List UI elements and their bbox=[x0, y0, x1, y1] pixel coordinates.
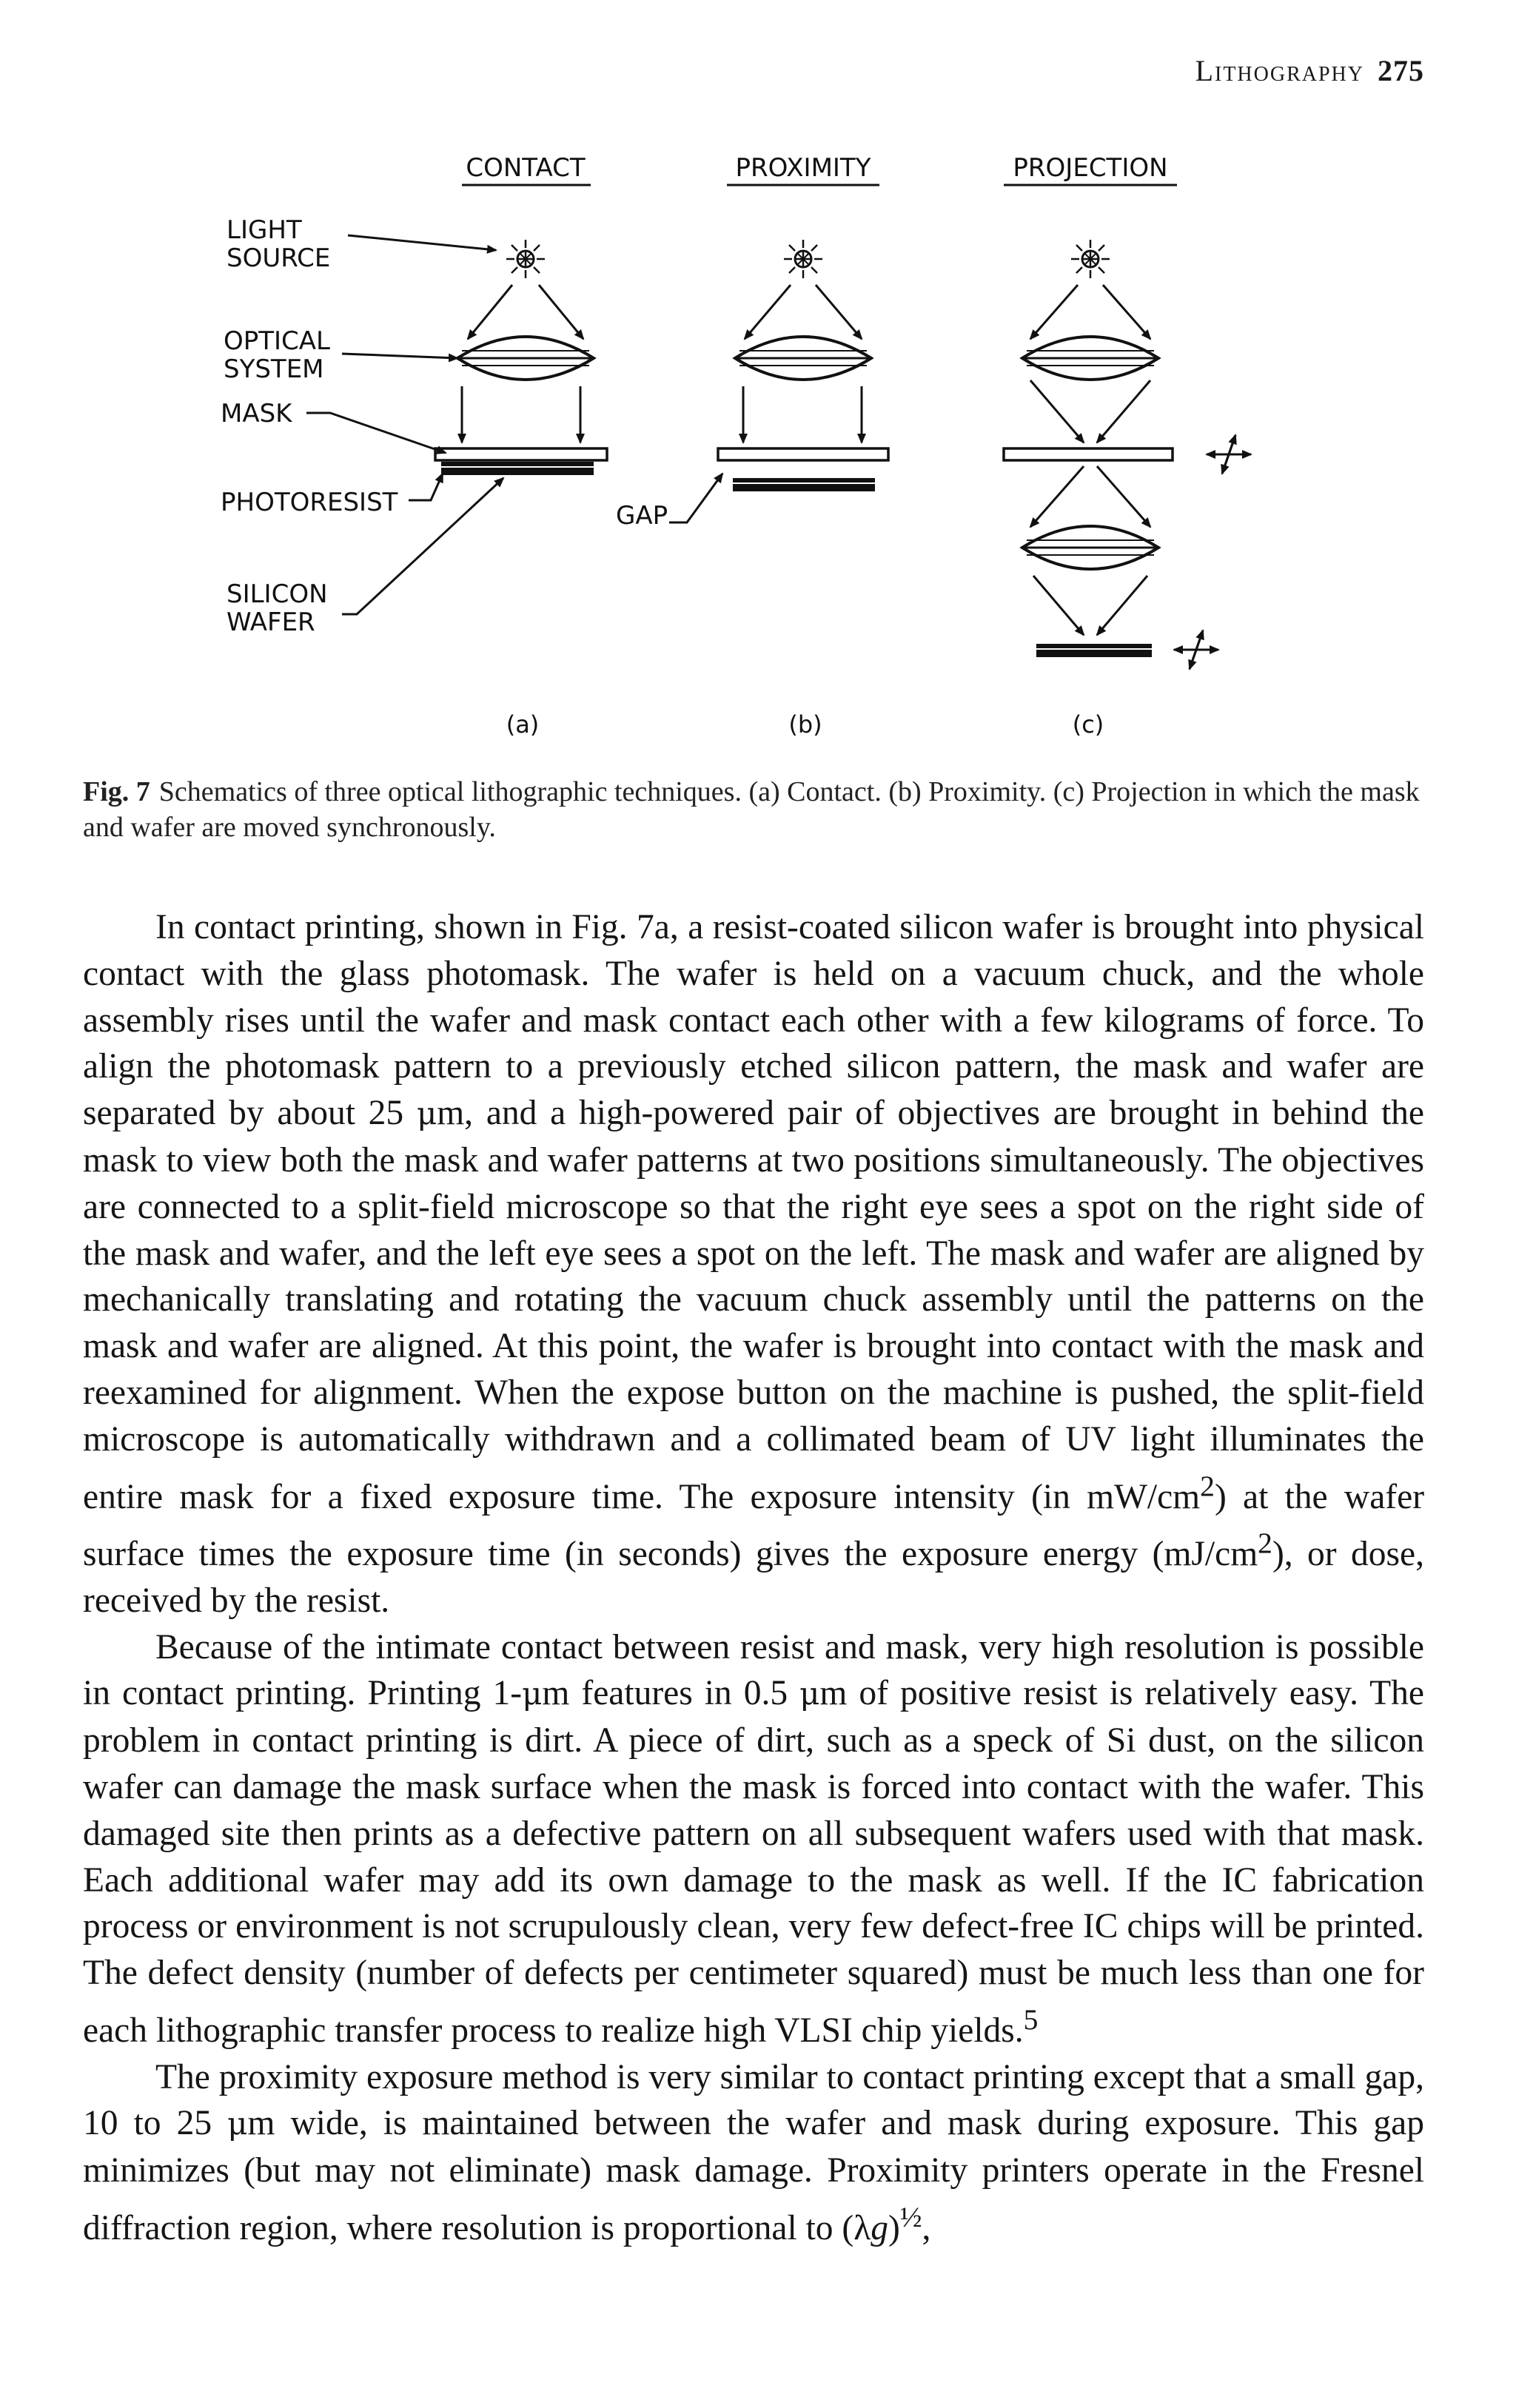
panel-proximity-schematic bbox=[718, 240, 888, 491]
label-light-source-2: SOURCE bbox=[227, 243, 331, 273]
panel-label-c: (c) bbox=[1072, 710, 1104, 739]
mu-symbol: μ bbox=[416, 1095, 437, 1132]
paragraph-proximity bbox=[83, 2054, 1424, 2252]
label-mask: MASK bbox=[221, 399, 292, 428]
column-title-proximity bbox=[727, 153, 879, 185]
body-text bbox=[83, 904, 1424, 2252]
svg-text:PROJECTION: PROJECTION bbox=[1013, 153, 1168, 183]
label-photoresist: PHOTORESIST bbox=[221, 488, 398, 517]
svg-text:PROXIMITY: PROXIMITY bbox=[735, 153, 871, 183]
mu-symbol: μ bbox=[522, 1675, 543, 1712]
label-gap: GAP bbox=[616, 501, 668, 531]
text-run: Because of the intimate contact between resist and mask, very high resolution is possible in contact printing. Printing 1- bbox=[83, 1627, 1424, 1713]
superscript: ½ bbox=[899, 2201, 922, 2233]
lithography-schematic bbox=[0, 0, 1516, 755]
mu-symbol: μ bbox=[799, 1675, 820, 1712]
text-run: ) at the wafer surface times the exposure time (in seconds) gives the exposure energy (mJ/cm bbox=[83, 1477, 1425, 1574]
text-run: m, and a high-powered pair of objectives are brought in behind the mask to view both the mask and wafer patterns at two positions simultaneously. The objectives are connected to a split-field microscope so that the right eye sees a spot on the right side of the mask and wafer, and the left eye sees a spot on the left. The mask and wafer are aligned by mechanically translating and rotating the vacuum chuck assembly until the patterns on the mask and wafer are aligned. At this point, the wafer is brought into contact with the mask and reexamined for alignment. When the expose button on the machine is pushed, the split-field microscope is automatically withdrawn and a collimated beam of UV light illuminates the entire mask for a fixed exposure time. The exposure intensity (in mW/cm bbox=[83, 1094, 1424, 1516]
page-number: 275 bbox=[1378, 54, 1424, 87]
text-run: m features in 0.5 bbox=[542, 1674, 800, 1713]
text-run: ), or dose, received by the resist. bbox=[83, 1535, 1424, 1620]
paragraph-contact-resolution bbox=[83, 1624, 1424, 2054]
label-silicon-wafer-1: SILICON bbox=[227, 579, 328, 609]
text-run: The proximity exposure method is very similar to contact printing except that a small gap, 10 to 25 bbox=[83, 2057, 1424, 2143]
figure-label: Fig. 7 bbox=[83, 776, 150, 807]
text-run: In contact printing, shown in Fig. 7a, a resist-coated silicon wafer is brought into physical contact with the glass photomask. The wafer is held on a vacuum chuck, and the whole assembly rises until the wafer and mask contact each other with a few kilograms of force. To align the photomask pattern to a previously etched silicon pattern, the mask and wafer are separated by about 25 bbox=[83, 908, 1424, 1133]
mu-symbol: μ bbox=[227, 2105, 248, 2142]
label-light-source-1: LIGHT bbox=[227, 215, 302, 245]
figure-caption bbox=[83, 774, 1438, 845]
text-run: , bbox=[922, 2208, 931, 2247]
panel-contact-schematic bbox=[435, 240, 607, 475]
text-run: m wide, is maintained between the wafer and mask during exposure. This gap minimizes (but may not eliminate) mask damage. Proximity printers operate in the Fresnel diffraction region, where resolution is proportional to (λ bbox=[83, 2104, 1424, 2247]
running-title: Lithography bbox=[1195, 54, 1364, 87]
superscript: 2 bbox=[1258, 1527, 1272, 1560]
paragraph-contact-printing bbox=[83, 904, 1424, 1624]
label-optical-system-1: OPTICAL bbox=[224, 326, 331, 356]
superscript: 2 bbox=[1200, 1469, 1215, 1502]
panel-projection-schematic bbox=[1004, 240, 1251, 669]
label-silicon-wafer-2: WAFER bbox=[227, 608, 315, 637]
column-title-projection bbox=[1004, 153, 1177, 185]
panel-label-a: (a) bbox=[506, 710, 540, 739]
text-run: m of positive resist is relatively easy. The problem in contact printing is dirt. A piece of dirt, such as a speck of Si dust, on the silicon wafer can damage the mask surface when the mask is forced into contact with the wafer. This damaged site then prints as a defective pattern on all subsequent wafers used with that mask. Each additional wafer may add its own damage to the mask as well. If the IC fabrication process or environment is not scrupulously clean, very few defect-free IC chips will be printed. The defect density (number of defects per centimeter squared) must be much less than one for each lithographic transfer process to realize high VLSI chip yields. bbox=[83, 1674, 1424, 2050]
label-optical-system-2: SYSTEM bbox=[224, 354, 324, 384]
footnote-ref: 5 bbox=[1023, 2002, 1039, 2036]
text-run: ) bbox=[888, 2208, 900, 2247]
label-leaders bbox=[306, 235, 722, 614]
column-title-contact bbox=[462, 153, 591, 185]
figure-7 bbox=[0, 0, 1516, 755]
variable-g: g bbox=[871, 2208, 889, 2247]
caption-text: Schematics of three optical lithographic techniques. (a) Contact. (b) Proximity. (c) Projection in which the mask and wafer are moved synchronously. bbox=[83, 776, 1420, 843]
svg-text:CONTACT: CONTACT bbox=[466, 153, 586, 183]
panel-label-b: (b) bbox=[788, 710, 822, 739]
